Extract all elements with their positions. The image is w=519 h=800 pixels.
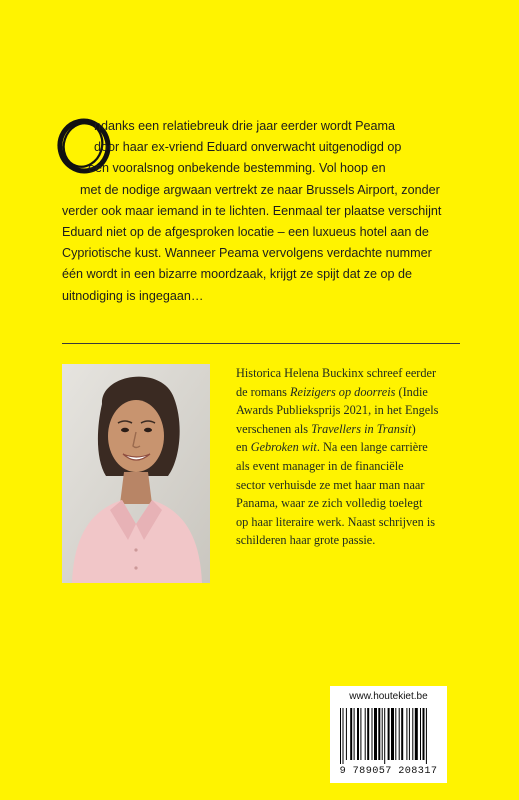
section-divider (62, 343, 460, 344)
author-portrait-icon (62, 364, 210, 583)
barcode-bar (367, 708, 369, 760)
barcode-bar (420, 708, 421, 760)
bio-line: schilderen haar grote passie. (236, 533, 376, 548)
author-bio (236, 364, 466, 550)
bio-line: op haar literaire werk. Naast schrijven is (236, 514, 436, 529)
bio-line: sector verhuisde ze met haar man naar (236, 477, 425, 492)
barcode-bar (360, 708, 361, 760)
bio-text: . Na een lange carrière (316, 440, 428, 455)
blurb-line: ndanks een relatiebreuk drie jaar eerder wordt Peama (94, 119, 396, 133)
bio-title-italic: Travellers in Transit (311, 421, 412, 436)
barcode-bar (384, 708, 385, 764)
barcode-bar (378, 708, 380, 760)
publisher-url: www.houtekiet.be (349, 691, 428, 702)
barcode-bar (374, 708, 377, 760)
bio-title-italic: Reizigers op doorreis (289, 384, 396, 399)
bio-line: als event manager in de financiële (236, 458, 404, 473)
bio-title-italic: Gebroken wit (250, 440, 317, 455)
blurb-line: verder ook maar iemand in te lichten. Eenmaal ter plaatse verschijnt (62, 203, 442, 218)
bio-line: Panama, waar ze zich volledig toelegt (236, 496, 423, 511)
barcode-bar (350, 708, 352, 760)
bio-line (236, 420, 466, 439)
blurb-line: één wordt in een bizarre moordzaak, krijgt ze spijt dat ze op de (62, 267, 413, 282)
barcode-bar (365, 708, 366, 760)
blurb-line: uitnodiging is ingegaan… (62, 288, 204, 303)
bio-line: Awards Publieksprijs 2021, in het Engels (236, 403, 439, 418)
bio-text: en (236, 440, 251, 455)
barcode-bar (395, 708, 396, 760)
barcode-bar (423, 708, 425, 760)
bio-line (236, 438, 466, 457)
barcode-bar (372, 708, 373, 760)
blurb-line: Eduard niet op de afgesproken locatie – een luxueus hotel aan de (62, 225, 429, 240)
book-blurb (62, 116, 462, 307)
bio-text: ) (411, 421, 416, 436)
blurb-line: met de nodige argwaan vertrekt ze naar Brussels Airport, zonder (80, 182, 440, 197)
barcode-bar (391, 708, 394, 760)
bio-text: de romans (236, 384, 290, 399)
barcode-label (330, 686, 447, 783)
barcode-bar (340, 708, 341, 764)
blurb-line: Cypriotische kust. Wanneer Peama vervolgens verdachte nummer (62, 246, 432, 261)
barcode-bar (412, 708, 413, 760)
barcode-icon (340, 708, 437, 764)
barcode-bar (406, 708, 407, 760)
barcode-bar (409, 708, 410, 760)
bio-line: Historica Helena Buckinx schreef eerder (236, 366, 437, 380)
barcode-bar (401, 708, 403, 760)
blurb-line: door haar ex-vriend Eduard onverwacht uitgenodigd op (94, 140, 402, 155)
isbn-digits: 9 789057 208317 (339, 766, 438, 777)
barcode-bar (354, 708, 355, 760)
barcode-bar (343, 708, 344, 764)
blurb-line: een vooralsnog onbekende bestemming. Vol hoop en (88, 161, 386, 176)
barcode-bar (388, 708, 390, 760)
barcode-bar (346, 708, 347, 760)
author-photo (62, 364, 210, 583)
bio-line (236, 383, 466, 402)
bio-text: (Indie (395, 384, 428, 399)
barcode-bar (357, 708, 359, 760)
barcode-bar (399, 708, 400, 760)
barcode-bar (382, 708, 383, 760)
barcode-bar (426, 708, 427, 764)
bio-text: verschenen als (236, 421, 312, 436)
barcode-bar (415, 708, 418, 760)
